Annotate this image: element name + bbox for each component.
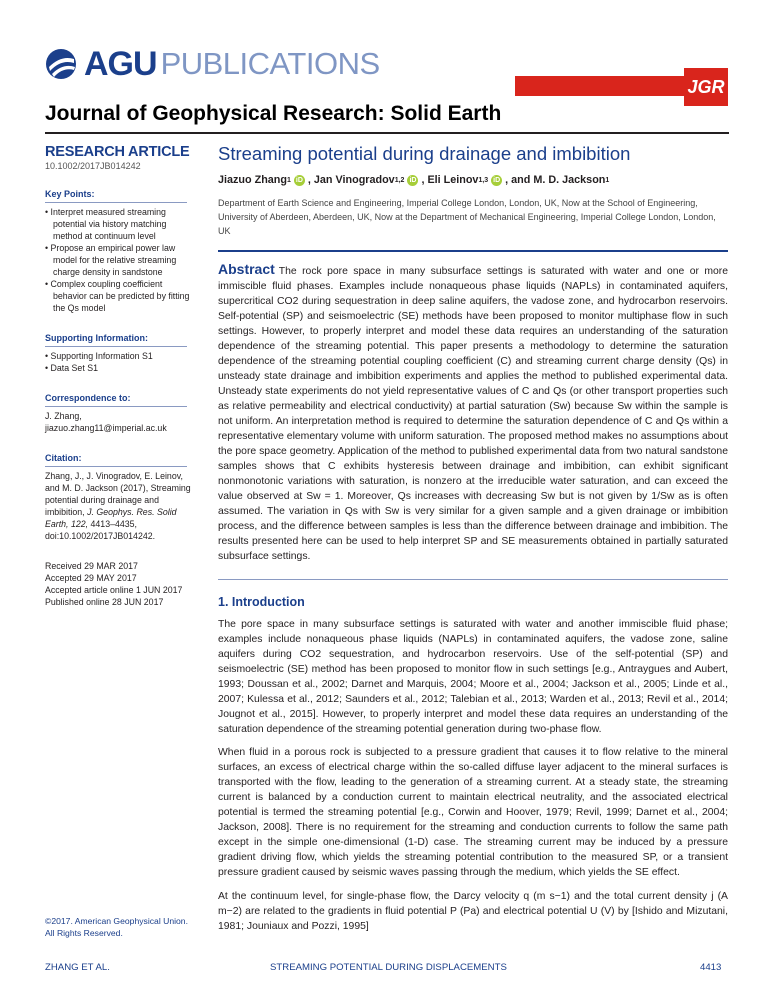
orcid-icon[interactable]: iD — [409, 176, 417, 184]
supporting-data-link[interactable]: • Data Set S1 — [45, 363, 98, 373]
intro-paragraph-2: When fluid in a porous rock is subjected to a pressure gradient that causes it to flow relative to the mineral surfaces, an excess of electrical charge within the so-called diffuse layer adjacent to the mineral surfaces is transported with the flow, leading to the generation of a streaming current. At a steady state, the streaming current is balanced by a conduction current to maintain electrical neutrality, and the associated electrical potential is termed the streaming potential [e.g., Corwin and Hoover, 1979; Revil, 1999; Darnet et al., 2004; Jackson, 2008]. There is no requirement for the streaming and conduction currents to follow the same path except in the simple one-dimensional (1-D) case. The streaming current may be induced by a pressure gradient driving flow, which yields the streaming potential contribution to the measured SP, or a transient pressure gradient caused by seismic waves passing through the medium, which yields the SE effect. — [218, 747, 728, 878]
logo-publications-text: PUBLICATIONS — [160, 46, 380, 81]
header-rule — [45, 132, 729, 134]
date-accepted: Accepted 29 MAY 2017 — [45, 573, 137, 583]
orcid-icon[interactable]: iD — [295, 176, 303, 184]
key-points-heading: Key Points: — [45, 189, 95, 199]
correspondence-heading: Correspondence to: — [45, 393, 131, 403]
citation-text: Zhang, J., J. Vinogradov, E. Leinov, and M. D. Jackson (2017), Streaming potential during drainage and imbibition, J. Geophys. Res. Solid Earth, 122, 4413–4435, doi:10.1002/2017JB014242. — [45, 471, 191, 541]
abstract — [218, 262, 728, 564]
article-dates — [45, 560, 195, 608]
left-sidebar — [45, 146, 195, 608]
correspondence-email[interactable]: jiazuo.zhang11@imperial.ac.uk — [45, 423, 167, 433]
abstract-rule — [218, 250, 728, 252]
section-rule — [218, 579, 728, 580]
footer-authors: ZHANG ET AL. — [45, 962, 110, 973]
author-name[interactable]: Eli Leinov — [427, 174, 479, 186]
intro-paragraph-3: At the continuum level, for single-phase flow, the Darcy velocity q (m s−1) and the total current density j (A m−2) are related to the gradients in fluid potential P (Pa) and electrical potential U (V) by [Ishido and Mizutani, 1981; Jouniaux and Pozzi, 1995] — [218, 891, 728, 932]
paper-title: Streaming potential during drainage and imbibition — [218, 143, 631, 164]
correspondence-name: J. Zhang, — [45, 411, 82, 421]
divider — [45, 466, 187, 467]
key-point: • Complex coupling coefficient behavior can be predicted by fitting the Qs model — [45, 279, 190, 313]
author-list: Jiazuo Zhang 1 iD , Jan Vinogradov 1,2 iD , Eli Leinov 1,3 iD , and M. D. Jackson 1 — [218, 174, 610, 186]
intro-paragraph-1: The pore space in many subsurface settings is saturated with water and another immiscible fluid phase; examples include nonaqueous phase liquids (NAPLs) in contaminated aquifers, the vadose zone, saline aquifers during CO2 sequestration, and hydrocarbon reservoirs. Use of the self-potential (SP) and seismoelectric (SE) method has been proposed to monitor flow in such settings [e.g., Antraygues and Aubert, 1993; Doussan et al., 2002; Darnet and Marquis, 2004; Moore et al., 2004; Jackson et al., 2005; Linde et al., 2007; Kulessa et al., 2012; Saunders et al., 2012; Talebian et al., 2013; Warden et al., 2013; Revil et al., 2014; Jougnot et al., 2015]. However, to properly interpret and model these data requires an understanding of the saturation dependence of the streaming potential generation during two-phase flow. — [218, 619, 728, 735]
date-received: Received 29 MAR 2017 — [45, 561, 138, 571]
page-number: 4413 — [700, 962, 722, 973]
divider — [45, 202, 187, 203]
abstract-heading: Abstract — [218, 261, 275, 277]
date-published: Published online 28 JUN 2017 — [45, 597, 164, 607]
jgr-badge: JGR — [684, 68, 728, 106]
key-point: • Interpret measured streaming potential via history matching method at continuum level — [45, 207, 167, 241]
supporting-info-heading: Supporting Information: — [45, 333, 148, 343]
article-type: RESEARCH ARTICLE — [45, 144, 190, 160]
footer-running-title: STREAMING POTENTIAL DURING DISPLACEMENTS — [270, 962, 507, 973]
author-name[interactable]: Jan Vinogradov — [313, 174, 395, 186]
doi[interactable]: 10.1002/2017JB014242 — [45, 161, 141, 171]
author-name[interactable]: Jiazuo Zhang — [218, 174, 287, 186]
journal-title: Journal of Geophysical Research: Solid Earth — [45, 102, 502, 125]
introduction-heading: 1. Introduction — [218, 595, 305, 609]
agu-globe-icon — [44, 47, 82, 81]
author-name[interactable]: M. D. Jackson — [533, 174, 606, 186]
affiliations: Department of Earth Science and Engineering, Imperial College London, London, UK, Now at the School of Engineering, University of Aberdeen, Aberdeen, UK, Now at the Department of Mechanical Engineering, Imperial College London, London, UK — [218, 198, 716, 236]
abstract-text: The rock pore space in many subsurface settings is saturated with water and one or more immiscible fluid phases. Examples include nonaqueous phase liquids (NAPLs) in contaminated aquifers, supercritical CO2 during sequestration in deep saline aquifers, the vadose zone, and hydrocarbon reservoirs. Self-potential (SP) and seismoelectric (SE) methods have been proposed to monitor multiphase flow in such settings. However, to properly interpret and model these data requires an understanding of the saturation dependence of the streaming potential. This paper presents a methodology to determine the saturation dependence of the streaming potential coupling coefficient (C) and streaming current charge density (Qs) in unsteady state drainage and imbibition experiments and applies the method to published experimental data. Unsteady state experiments do not yield representative values of C and Qs (or other transport properties such as relative permeability and electrical conductivity) at partial saturation (Sw) because Sw within the sample is not uniform. An interpretation method is required to determine the saturation dependence of C and Qs within a representative elementary volume with uniform saturation. The proposed method makes no assumptions about the pore space geometry. Application of the method to published experimental data from two natural sandstone samples shows that C exhibits hysteresis between drainage and imbibition, can exhibit significant nonmonotonic variations with saturation, is nonzero at the irreducible water saturation, and can exceed the value observed at Sw = 1. Moreover, Qs increases with decreasing Sw but is not given by 1/Sw as is often assumed. The variation in Qs with Sw is very similar for a given sample and a given drainage or imbibition process, and the difference between samples is less than the difference between drainage and imbibition. The results presented here can be used to help interpret SP and SE measurements obtained in partially saturated subsurface settings. — [218, 266, 728, 562]
key-point: • Propose an empirical power law model for the relative streaming charge density in sandstone — [45, 243, 177, 277]
date-online: Accepted article online 1 JUN 2017 — [45, 585, 183, 595]
supporting-info-link[interactable]: • Supporting Information S1 — [45, 351, 153, 361]
orcid-icon[interactable]: iD — [493, 176, 501, 184]
logo-agu-text: AGU — [84, 44, 157, 83]
divider — [45, 346, 187, 347]
citation-heading: Citation: — [45, 453, 82, 463]
agu-publications-logo — [44, 46, 380, 82]
copyright: ©2017. American Geophysical Union. All Rights Reserved. — [45, 916, 188, 938]
divider — [45, 406, 187, 407]
